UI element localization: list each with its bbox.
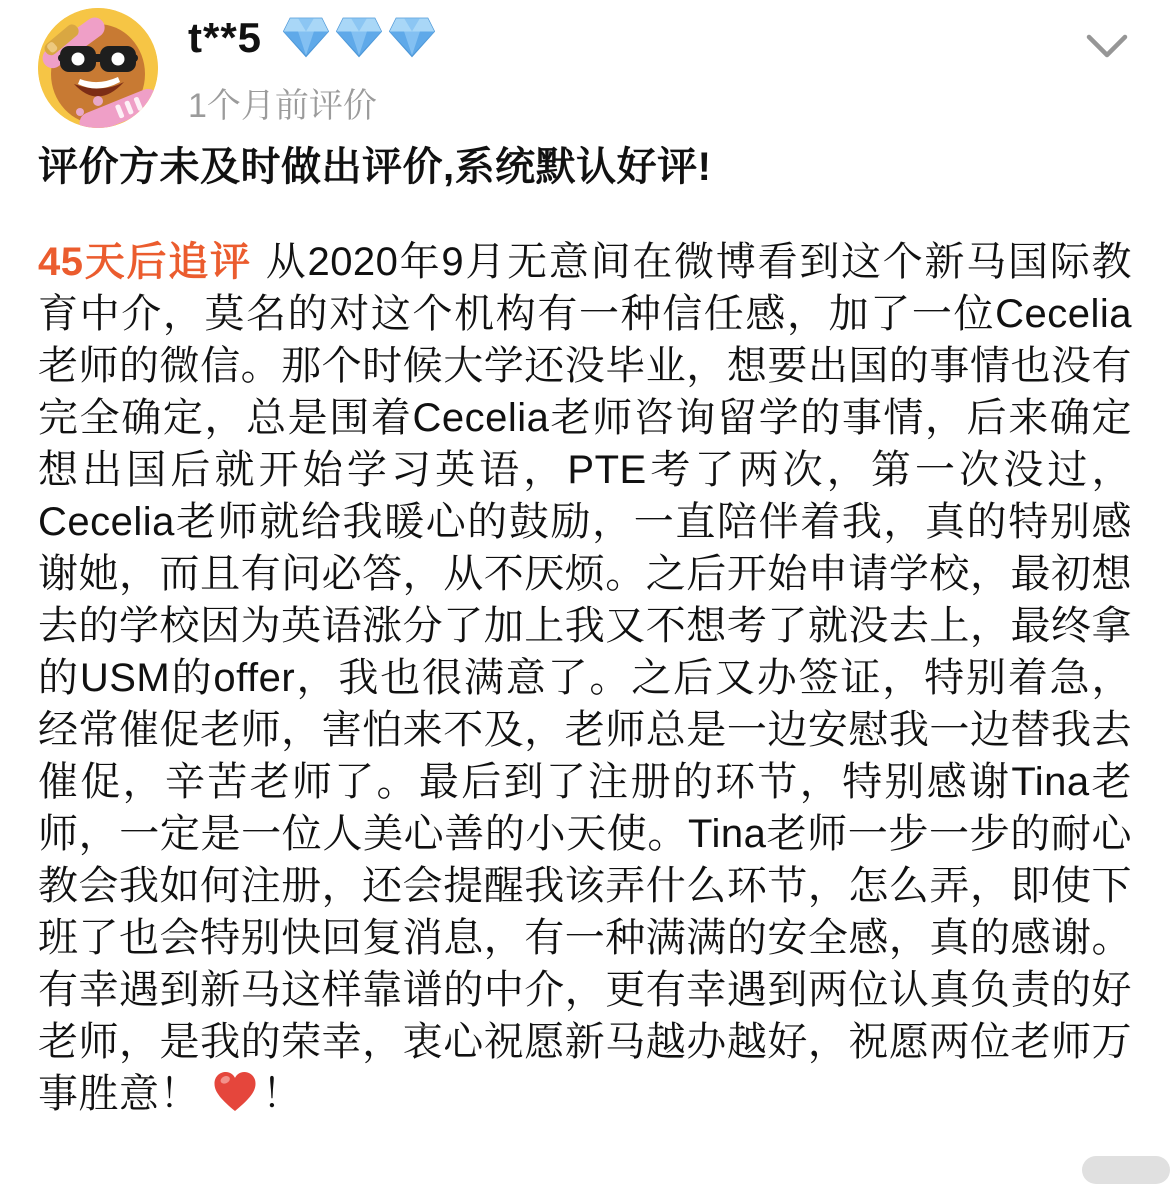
followup-review	[38, 236, 1132, 1120]
followup-suffix: ！	[262, 1072, 303, 1116]
review-header	[38, 8, 1132, 128]
diamond-icon	[388, 17, 436, 59]
followup-tag: 45天后追评	[38, 240, 252, 284]
review-time-label: 1个月前评价	[188, 87, 377, 125]
avatar[interactable]	[38, 8, 158, 128]
diamond-icon	[335, 17, 383, 59]
auto-review-text: 评价方未及时做出评价,系统默认好评!	[38, 145, 712, 189]
floating-button-partial[interactable]	[1082, 1156, 1170, 1184]
followup-body: 从2020年9月无意间在微博看到这个新马国际教育中介，莫名的对这个机构有一种信任感，加了一位Cecelia老师的微信。那个时候大学还没毕业，想要出国的事情也没有完全确定，总是围着Cecelia老师咨询留学的事情，后来确定想出国后就开始学习英语，PTE考了两次，第一次没过，Cecelia老师就给我暖心的鼓励，一直陪伴着我，真的特别感谢她，而且有问必答，从不厌烦。之后开始申请学校，最初想去的学校因为英语涨分了加上我又不想考了就没去上，最终拿的USM的offer，我也很满意了。之后又办签证，特别着急，经常催促老师，害怕来不及，老师总是一边安慰我一边替我去催促，辛苦老师了。最后到了注册的环节，特别感谢Tina老师，一定是一位人美心善的小天使。Tina老师一步一步的耐心教会我如何注册，还会提醒我该弄什么环节，怎么弄，即使下班了也会特别快回复消息，有一种满满的安全感，真的感谢。有幸遇到新马这样靠谱的中介，更有幸遇到两位认真负责的好老师，是我的荣幸，衷心祝愿新马越办越好，祝愿两位老师万事胜意！	[38, 240, 1132, 1116]
member-level-diamonds	[282, 17, 436, 59]
user-row	[188, 14, 436, 62]
avatar-image	[38, 8, 158, 128]
header-meta	[188, 8, 436, 127]
diamond-icon	[282, 17, 330, 59]
review-card	[38, 8, 1132, 1120]
red-heart-icon	[200, 1072, 262, 1116]
chevron-down-icon[interactable]	[1082, 30, 1132, 64]
username: t**5	[188, 14, 263, 61]
